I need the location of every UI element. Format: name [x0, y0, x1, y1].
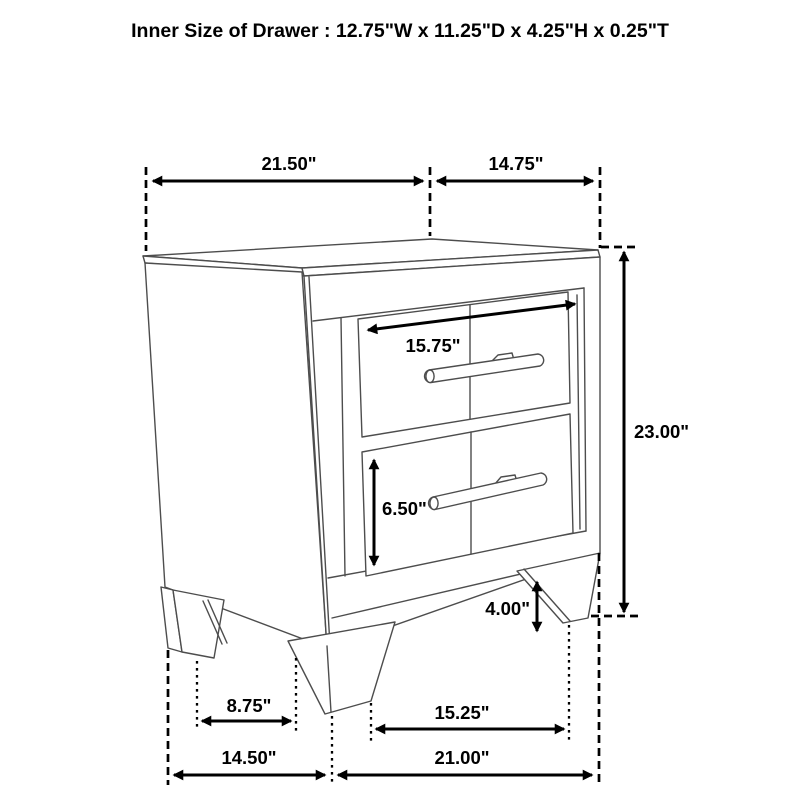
dim-leg-spacing-side [202, 695, 291, 721]
dim-label-overall-height: 23.00" [634, 421, 690, 442]
dim-label-leg-spacing-front: 15.25" [434, 702, 490, 723]
dim-leg-spacing-front [376, 702, 564, 729]
dim-label-top-back-width: 21.50" [261, 153, 317, 174]
dim-top-side-depth [437, 153, 593, 181]
dim-base-side-depth [174, 747, 325, 775]
page-title: Inner Size of Drawer : 12.75"W x 11.25"D x 4.25"H x 0.25"T [131, 20, 669, 42]
dim-label-drawer-front-width: 15.75" [405, 335, 461, 356]
dim-label-base-front-width: 21.00" [434, 747, 490, 768]
dim-label-leg-height: 4.00" [485, 598, 530, 619]
dim-label-top-side-depth: 14.75" [488, 153, 544, 174]
dim-base-front-width [338, 747, 592, 775]
dim-label-base-side-depth: 14.50" [221, 747, 277, 768]
dim-label-leg-spacing-side: 8.75" [226, 695, 272, 716]
dim-label-drawer-front-height: 6.50" [382, 498, 427, 519]
dim-top-back-width [153, 153, 423, 181]
dim-overall-height [624, 252, 689, 612]
